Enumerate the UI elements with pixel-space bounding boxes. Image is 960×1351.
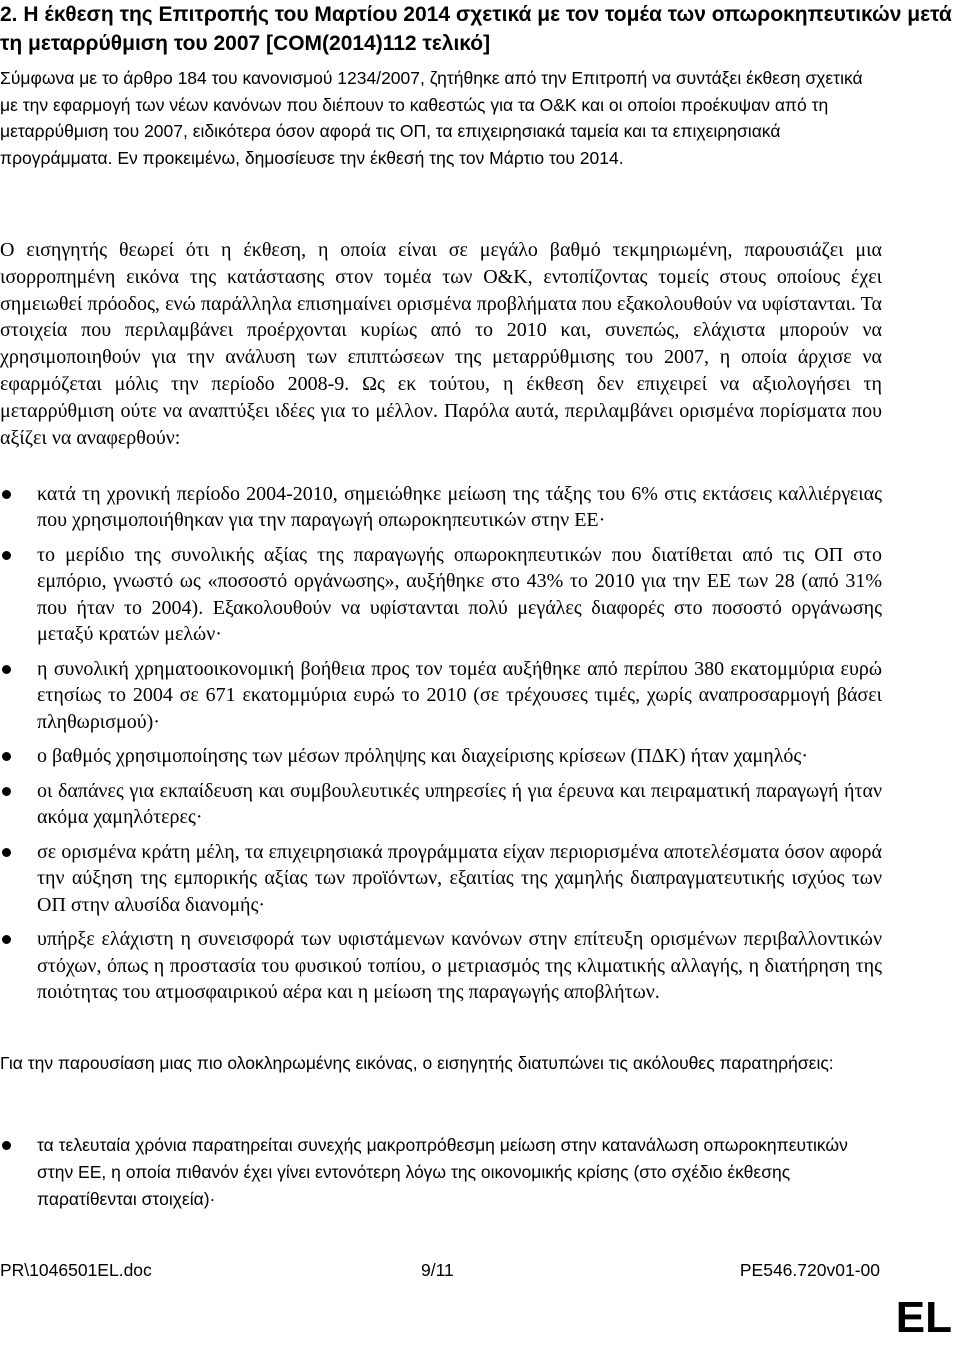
bullet-icon <box>2 490 11 499</box>
intro-paragraph: Σύμφωνα με το άρθρο 184 του κανονισμού 1234/2007, ζητήθηκε από την Επιτροπή να συντάξει έκθεση σχετικά με την εφαρμογή των νέων κανόνων που διέπουν το καθεστώς για τα Ο&Κ και οι οποίοι προέκυψαν από τη μεταρρύθμιση του 2007, ειδικότερα όσον αφορά τις ΟΠ, τα επιχειρησιακά ταμεία και τα επιχειρησιακά προγράμματα. Εν προκειμένω, δημοσίευσε την έκθεσή της τον Μάρτιο του 2014. <box>0 68 863 168</box>
list-item: η συνολική χρηματοοικονομική βοήθεια προς τον τομέα αυξήθηκε από περίπου 380 εκατομμύρια ευρώ ετησίως το 2004 σε 671 εκατομμύρια ευρώ το 2010 (σε τρέχουσες τιμές, χωρίς αναπροσαρμογή βάσει πληθωρισμού)· <box>0 656 882 735</box>
list-item: υπήρξε ελάχιστη η συνεισφορά των υφιστάμενων κανόνων στην επίτευξη ορισμένων περιβαλλοντικών στόχων, όπως η προστασία του φυσικού τοπίου, ο μετριασμός της κλιματικής αλλαγής, η διατήρηση της ποιότητας του ατμοσφαιρικού αέρα και η μείωση της παραγωγής αποβλήτων. <box>0 926 882 1005</box>
footer-pe-ref: PE546.720v01-00 <box>739 1260 880 1280</box>
list-item: σε ορισμένα κράτη μέλη, τα επιχειρησιακά προγράμματα είχαν περιορισμένα αποτελέσματα όσον αφορά την αύξηση της εμπορικής αξίας των προϊόντων, εξαιτίας της χαμηλής διαπραγματευτικής ισχύος των ΟΠ στην αλυσίδα διανομής· <box>0 839 882 918</box>
footer-page-number: 9/11 <box>421 1260 454 1280</box>
footer-doc-ref: PR\1046501EL.doc <box>0 1260 152 1280</box>
list-item: τα τελευταία χρόνια παρατηρείται συνεχής μακροπρόθεσμη μείωση στην κατανάλωση οπωροκηπευτικών στην ΕΕ, η οποία πιθανόν έχει γίνει εντονότερη λόγω της οικονομικής κρίσης (στο σχέδιο έκθεσης παρατίθενται στοιχεία)· <box>0 1132 882 1213</box>
assessment-paragraph: Ο εισηγητής θεωρεί ότι η έκθεση, η οποία είναι σε μεγάλο βαθμό τεκμηριωμένη, παρουσιάζει μια ισορροπημένη εικόνα της κατάστασης στον τομέα των Ο&Κ, εντοπίζοντας τομείς στους οποίους έχει σημειωθεί πρόοδος, ενώ παράλληλα επισημαίνει ορισμένα προβλήματα που εξακολουθούν να υφίστανται. Τα στοιχεία που περιλαμβάνει προέρχονται κυρίως από το 2010 και, συνεπώς, ελάχιστα μπορούν να χρησιμοποιηθούν για την ανάλυση των επιπτώσεων της μεταρρύθμισης του 2007, η οποία άρχισε να εφαρμόζεται μόλις την περίοδο 2008-9. Ως εκ τούτου, η έκθεση δεν επιχειρεί να αξιολογήσει τη μεταρρύθμιση ούτε να αναπτύξει ιδέες για το μέλλον. Παρόλα αυτά, περιλαμβάνει ορισμένα πορίσματα που αξίζει να αναφερθούν: <box>0 239 882 449</box>
bullet-icon <box>2 935 11 944</box>
section-heading: 2. Η έκθεση της Επιτροπής του Μαρτίου 2014 σχετικά με τον τομέα των οπωροκηπευτικών μετά τη μεταρρύθμιση του 2007 [COM(2014)112 τελικό] <box>0 3 952 55</box>
bullet-icon <box>2 787 11 796</box>
bullet-icon <box>2 665 11 674</box>
bullet-icon <box>2 752 11 761</box>
bullet-icon <box>2 1141 11 1150</box>
list-item: ο βαθμός χρησιμοποίησης των μέσων πρόληψης και διαχείρισης κρίσεων (ΠΔΚ) ήταν χαμηλός· <box>0 743 882 769</box>
observations-list <box>0 1132 882 1213</box>
findings-list <box>0 481 882 1014</box>
observations-paragraph: Για την παρουσίαση μιας πιο ολοκληρωμένης εικόνας, ο εισηγητής διατυπώνει τις ακόλουθες παρατηρήσεις: <box>0 1053 834 1073</box>
language-code: EL <box>895 1293 952 1342</box>
list-item: κατά τη χρονική περίοδο 2004-2010, σημειώθηκε μείωση της τάξης του 6% στις εκτάσεις καλλιέργειας που χρησιμοποιήθηκαν για την παραγωγή οπωροκηπευτικών στην ΕΕ· <box>0 481 882 534</box>
list-item: οι δαπάνες για εκπαίδευση και συμβουλευτικές υπηρεσίες ή για έρευνα και πειραματική παραγωγή ήταν ακόμα χαμηλότερες· <box>0 778 882 831</box>
bullet-icon <box>2 848 11 857</box>
bullet-icon <box>2 551 11 560</box>
list-item: το μερίδιο της συνολικής αξίας της παραγωγής οπωροκηπευτικών που διατίθεται από τις ΟΠ στο εμπόριο, γνωστό ως «ποσοστό οργάνωσης», αυξήθηκε στο 43% το 2010 για την ΕΕ των 28 (από 31% που ήταν το 2004). Εξακολουθούν να υφίστανται πολύ μεγάλες διαφορές στο ποσοστό οργάνωσης μεταξύ κρατών μελών· <box>0 542 882 648</box>
